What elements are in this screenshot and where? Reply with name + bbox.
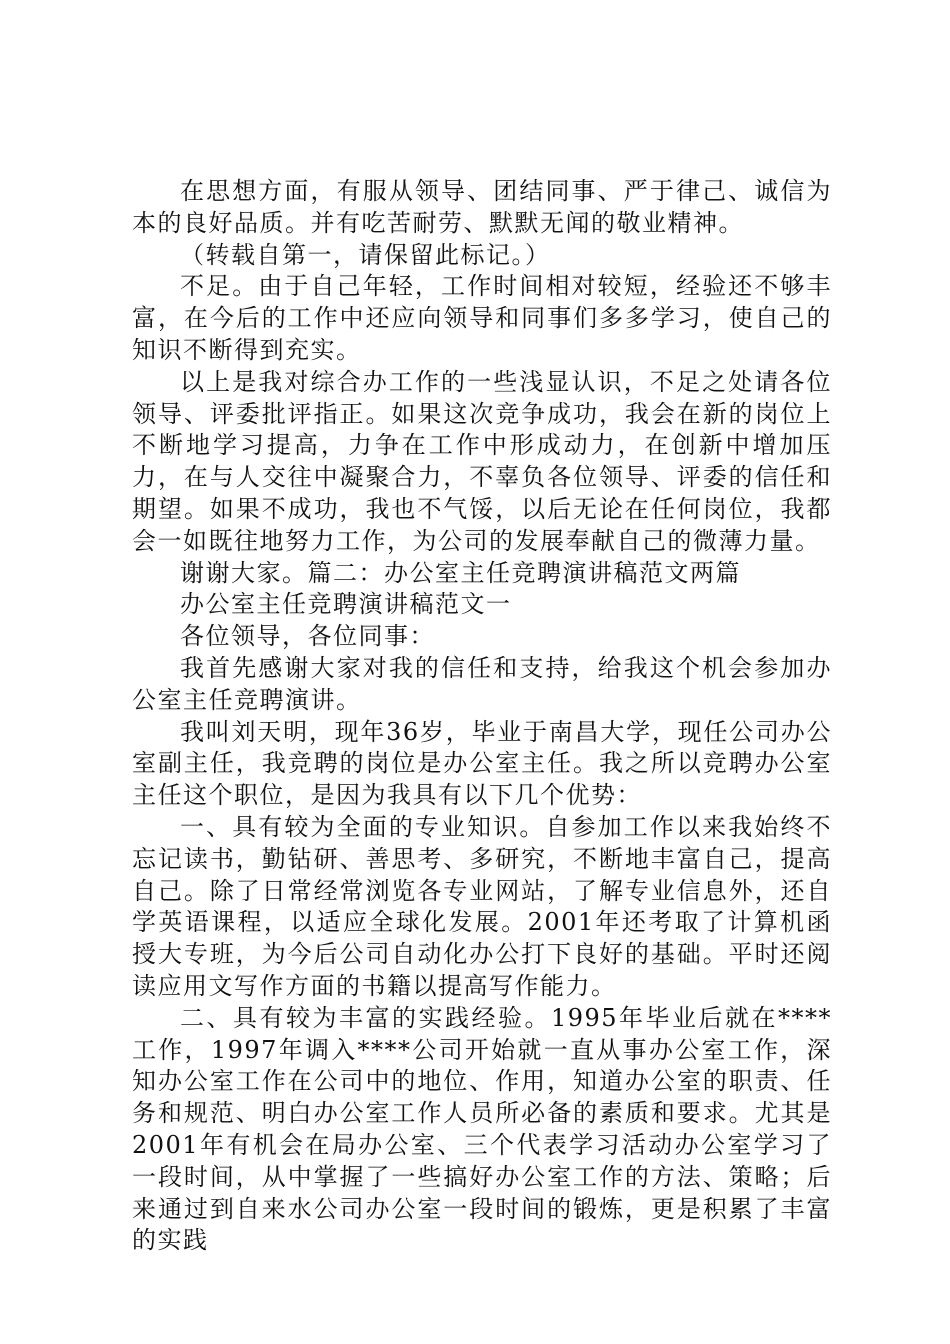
paragraph-shortcomings: 不足。由于自己年轻，工作时间相对较短，经验还不够丰富，在今后的工作中还应向领导和同事们多多学习，使自己的知识不断得到充实。 [132, 272, 832, 364]
paragraph-self-intro: 我叫刘天明，现年36岁，毕业于南昌大学，现任公司办公室副主任，我竞聘的岗位是办公室主任。我之所以竞聘办公室主任这个职位，是因为我具有以下几个优势： [132, 717, 832, 810]
document-page [132, 176, 832, 1257]
paragraph-reprint-note: （转载自第一，请保留此标记。） [180, 240, 551, 269]
paragraph-closing: 以上是我对综合办工作的一些浅显认识，不足之处请各位领导、评委批评指正。如果这次竞争成功，我会在新的岗位上不断地学习提高，力争在工作中形成动力，在创新中增加压力，在与人交往中凝聚合力，不辜负各位领导、评委的信任和期望。如果不成功，我也不气馁，以后无论在任何岗位，我都会一如既往地努力工作，为公司的发展奉献自己的微薄力量。 [132, 367, 832, 555]
paragraph-salutation: 各位领导，各位同事： [180, 622, 435, 651]
paragraph-gratitude: 我首先感谢大家对我的信任和支持，给我这个机会参加办公室主任竞聘演讲。 [132, 653, 832, 714]
paragraph-advantage-knowledge: 一、具有较为全面的专业知识。自参加工作以来我始终不忘记读书，勤钻研、善思考、多研究，不断地丰富自己，提高自己。除了日常经常浏览各专业网站，了解专业信息外，还自学英语课程，以适应全球化发展。2001年还考取了计算机函授大专班，为今后公司自动化办公打下良好的基础。平时还阅读应用文写作方面的书籍以提高写作能力。 [132, 812, 832, 1000]
paragraph-sample-title: 办公室主任竞聘演讲稿范文一 [180, 590, 512, 619]
paragraph-conduct: 在思想方面，有服从领导、团结同事、严于律己、诚信为本的良好品质。并有吃苦耐劳、默默无闻的敬业精神。 [132, 177, 832, 237]
paragraph-advantage-experience: 二、具有较为丰富的实践经验。1995年毕业后就在****工作，1997年调入****公司开始就一直从事办公室工作，深知办公室工作在公司中的地位、作用，知道办公室的职责、任务和规范、明白办公室工作人员所必备的素质和要求。尤其是2001年有机会在局办公室、三个代表学习活动办公室学习了一段时间，从中掌握了一些搞好办公室工作的方法、策略；后来通过到自来水公司办公室一段时间的锻炼，更是积累了丰富的实践 [132, 1003, 832, 1255]
paragraph-thanks-heading: 谢谢大家。篇二：办公室主任竞聘演讲稿范文两篇 [180, 558, 741, 587]
